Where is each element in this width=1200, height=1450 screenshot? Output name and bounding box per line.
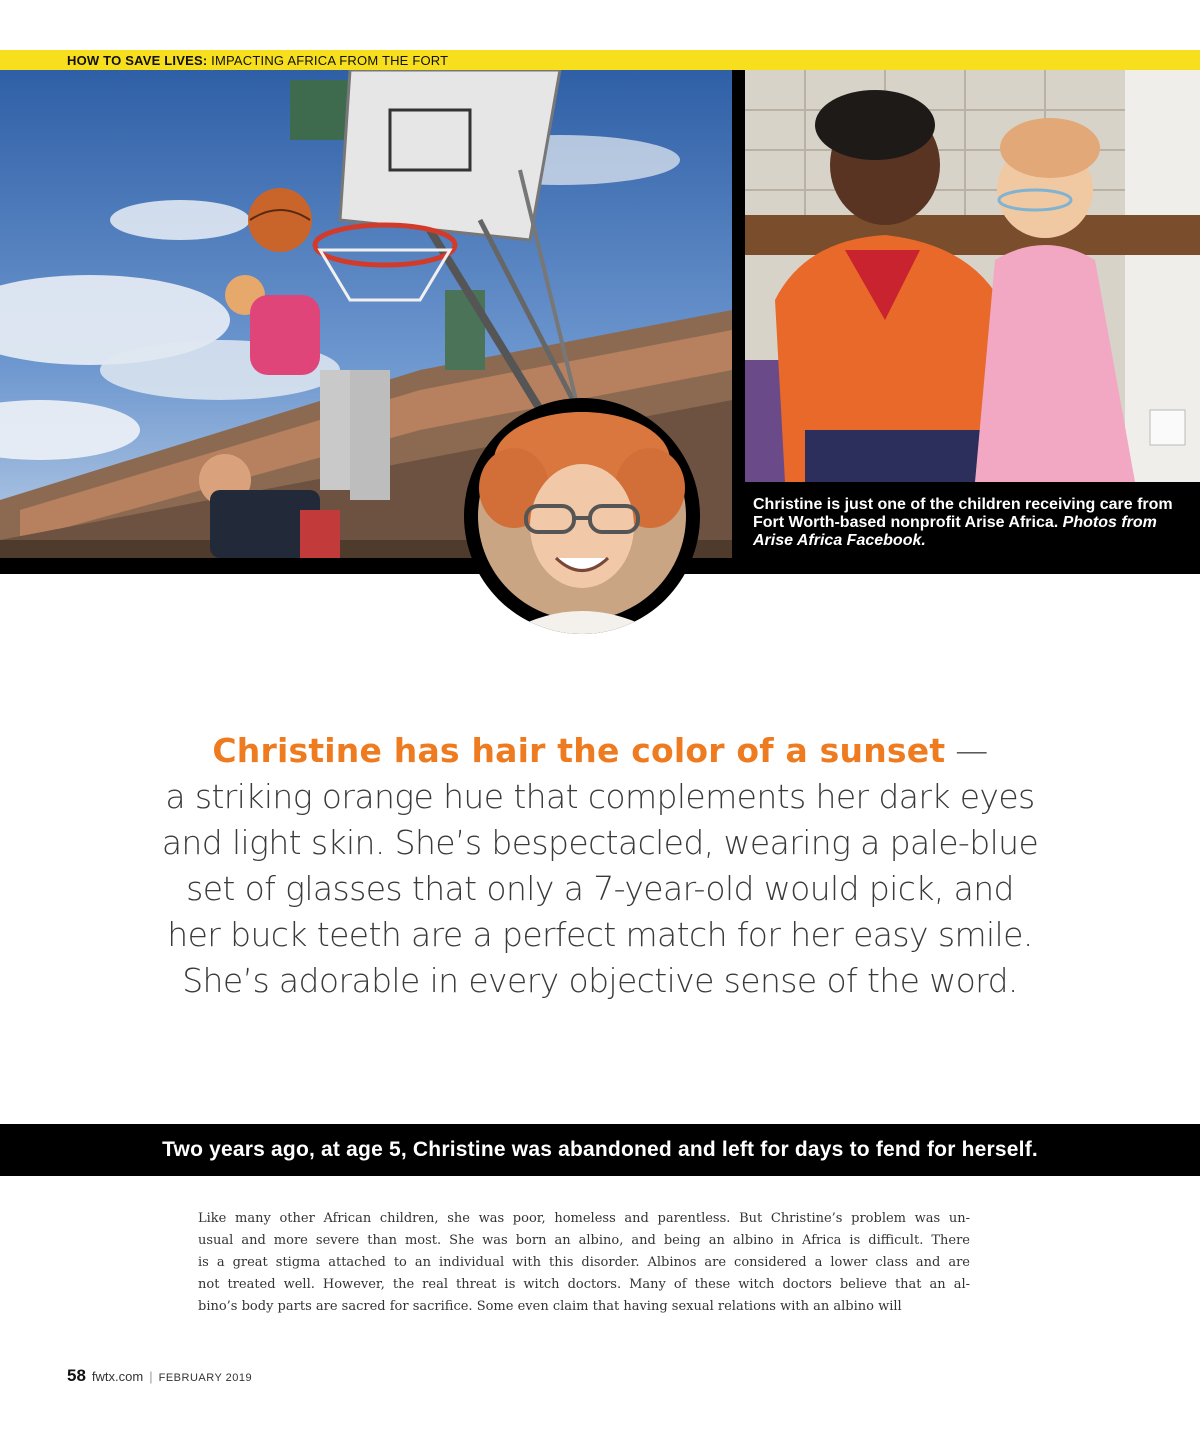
body-line: bino’s body parts are sacred for sacrifice. Some even claim that having sexual relations with an albino will: [198, 1299, 902, 1314]
section-subtitle: IMPACTING AFRICA FROM THE FORT: [211, 53, 449, 68]
photo-caption: [753, 496, 1193, 550]
lede-first-line: [150, 728, 1050, 774]
footer-issue: FEBRUARY 2019: [158, 1372, 253, 1384]
page-footer: [67, 1366, 252, 1386]
lede-line: set of glasses that only a 7-year-old would pick, and: [186, 869, 1014, 908]
section-header-bar: [0, 50, 1200, 70]
body-line: usual and more severe than most. She was born an albino, and being an albino in Africa is difficult. There: [198, 1233, 970, 1248]
pull-quote-bar: Two years ago, at age 5, Christine was abandoned and left for days to fend for herself.: [0, 1124, 1200, 1176]
caption-main: Christine is just one of the children receiving care from Fort Worth-based nonprofit Arise Africa.: [753, 496, 1173, 531]
caption-credit: Photos from Arise Africa Facebook.: [753, 514, 1157, 549]
woman-and-child-photo: [745, 70, 1200, 482]
lede-highlight: Christine has hair the color of a sunset: [212, 731, 946, 770]
lede-line: a striking orange hue that complements her dark eyes: [165, 777, 1035, 816]
lede-line: She’s adorable in every objective sense of the word.: [182, 961, 1018, 1000]
body-line: Like many other African children, she was poor, homeless and parentless. But Christine’s problem was un-: [198, 1211, 970, 1226]
footer-separator: |: [149, 1369, 153, 1384]
body-line: is a great stigma attached to an individual with this disorder. Albinos are considered a lower class and are: [198, 1255, 970, 1270]
footer-site: fwtx.com: [91, 1369, 144, 1384]
section-label: HOW TO SAVE LIVES:: [67, 53, 208, 68]
page-number: 58: [67, 1366, 86, 1385]
body-text: [198, 1208, 970, 1318]
lede-line: her buck teeth are a perfect match for her easy smile.: [167, 915, 1033, 954]
lede-line: and light skin. She’s bespectacled, wearing a pale-blue: [161, 823, 1039, 862]
christine-portrait: [464, 398, 700, 634]
body-line: not treated well. However, the real threat is witch doctors. Many of these witch doctors believe that an al-: [198, 1277, 970, 1292]
lede-dash: —: [945, 731, 988, 770]
lede-paragraph: [150, 728, 1050, 1004]
